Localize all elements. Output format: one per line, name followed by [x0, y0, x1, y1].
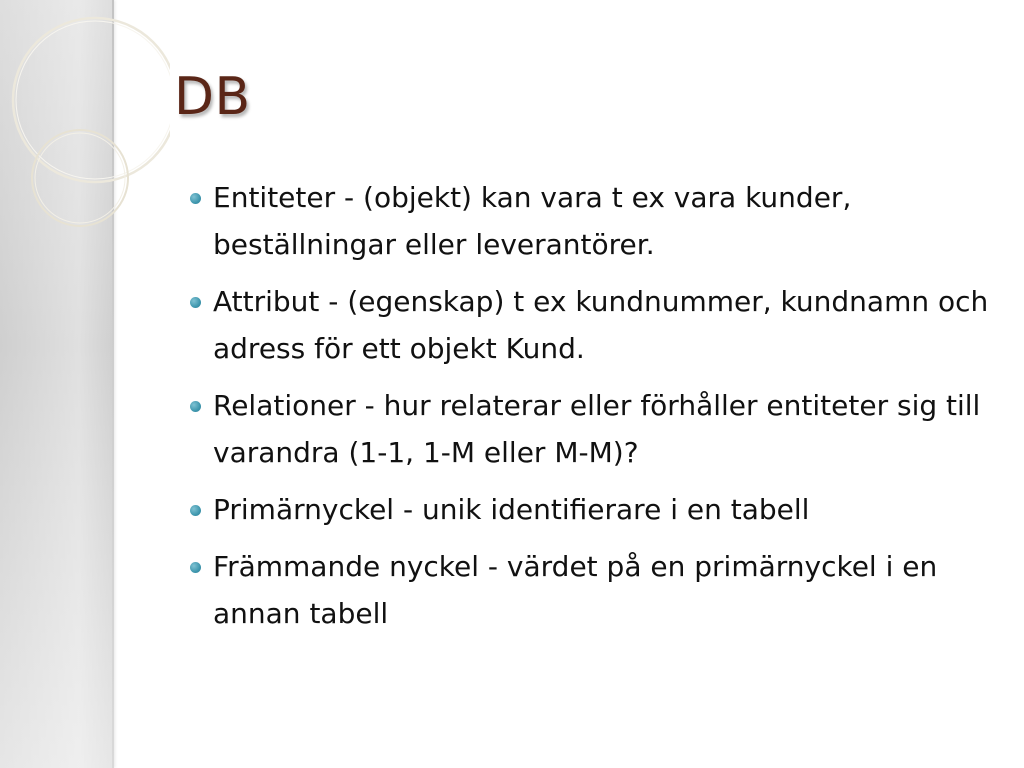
bullet-text: Relationer - hur relaterar eller förhåller entiteter sig till varandra (1-1, 1-M eller M-M)?: [213, 389, 981, 469]
bullet-text: Främmande nyckel - värdet på en primärnyckel i en annan tabell: [213, 550, 938, 630]
bullet-item-entiteter: [190, 174, 1005, 268]
bullet-dot-icon: [190, 297, 201, 308]
slide-title: DB: [174, 67, 251, 127]
bullet-dot-icon: [190, 505, 201, 516]
bullet-dot-icon: [190, 193, 201, 204]
bullet-dot-icon: [190, 401, 201, 412]
bullet-item-relationer: [190, 382, 1005, 476]
bullet-list: [190, 174, 1005, 647]
bullet-text: Attribut - (egenskap) t ex kundnummer, kundnamn och adress för ett objekt Kund.: [213, 285, 989, 365]
bullet-text: Entiteter - (objekt) kan vara t ex vara kunder, beställningar eller leverantörer.: [213, 181, 852, 261]
bullet-text: Primärnyckel - unik identifierare i en tabell: [213, 493, 810, 526]
decorative-circles: [0, 0, 170, 300]
bullet-item-attribut: [190, 278, 1005, 372]
bullet-item-frammande-nyckel: [190, 543, 1005, 637]
bullet-dot-icon: [190, 562, 201, 573]
decorative-circle-large-inner: [16, 21, 170, 179]
bullet-item-primarnyckel: [190, 486, 1005, 533]
